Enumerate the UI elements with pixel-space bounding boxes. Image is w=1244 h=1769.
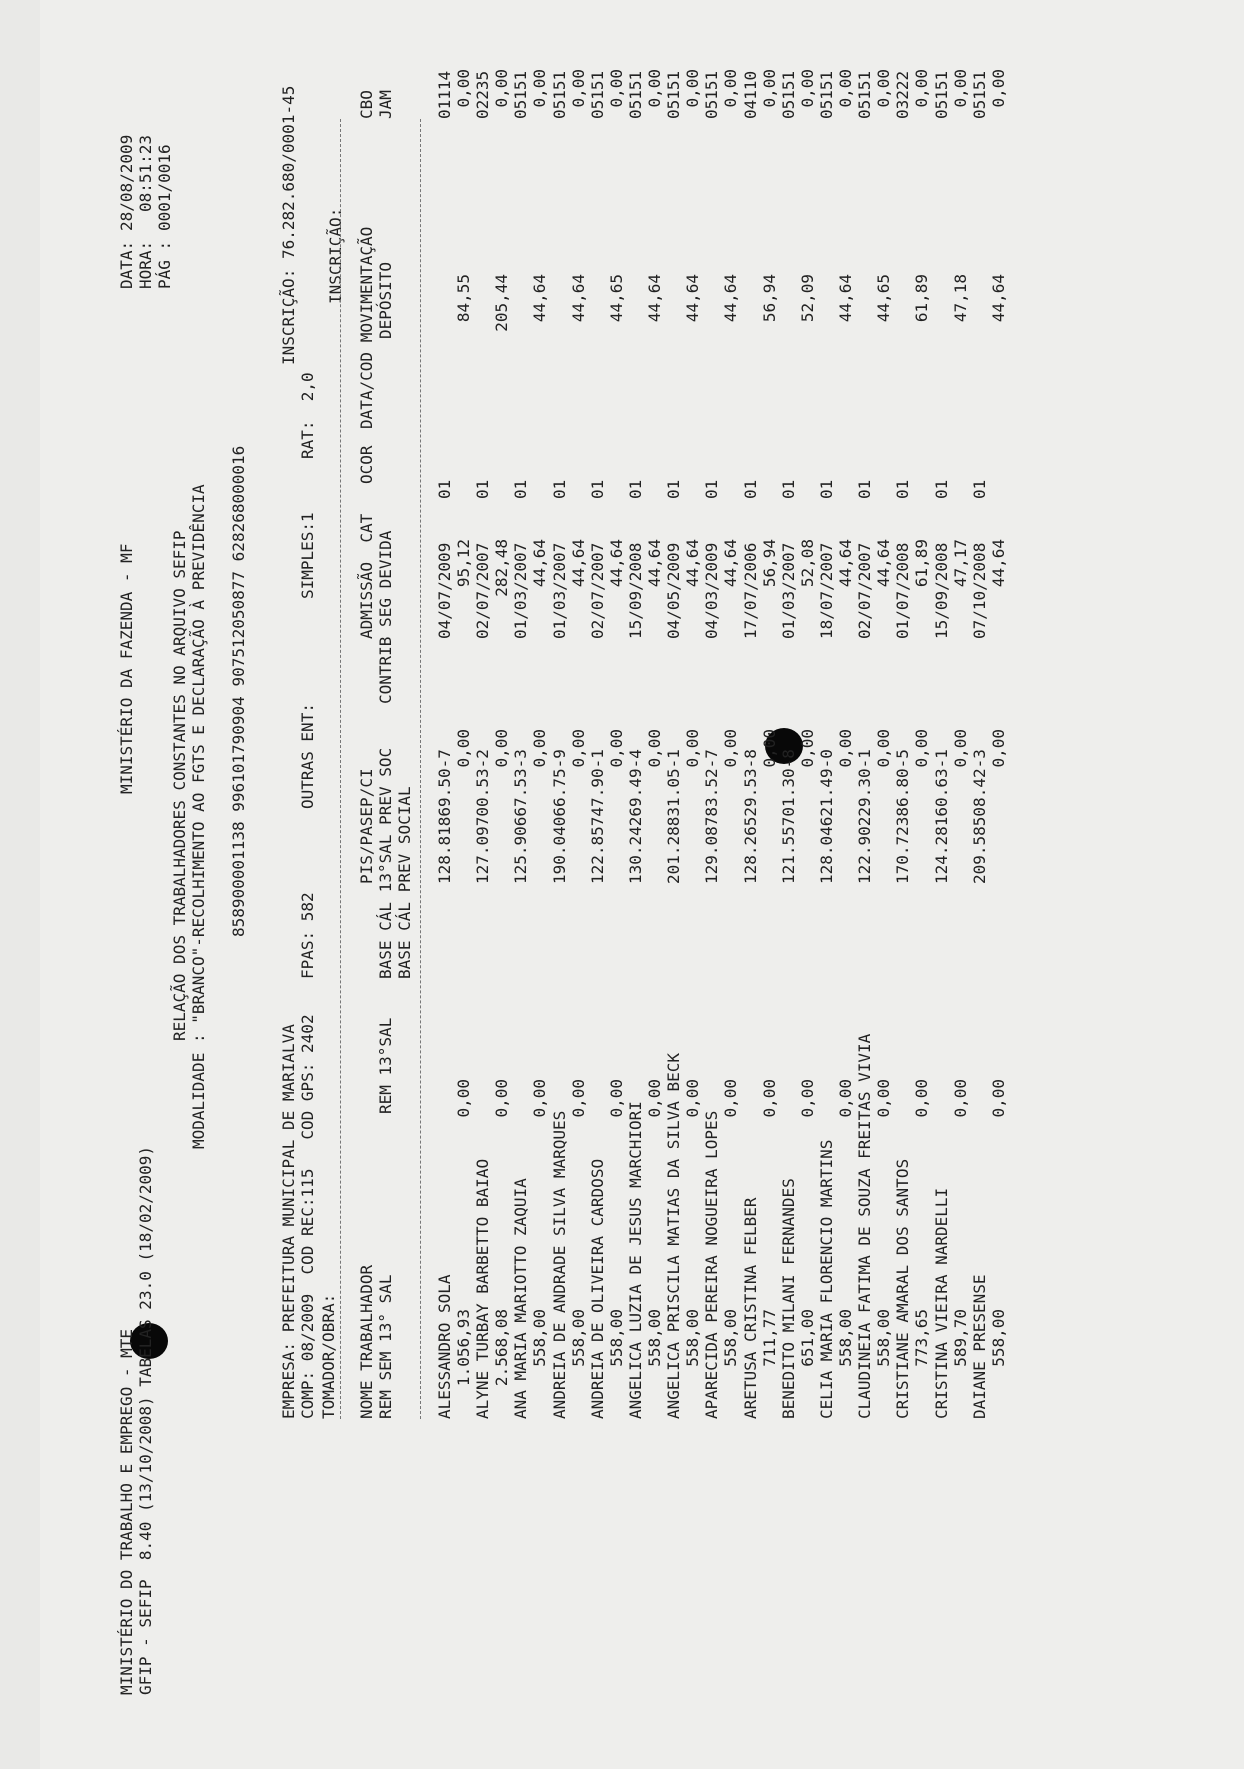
worker-jam: 0,00: [454, 69, 473, 108]
header-page-label: PÁG :: [155, 240, 174, 289]
worker-base13: 0,00: [454, 729, 473, 768]
worker-contrib: 44,64: [645, 539, 664, 588]
worker-contrib: 56,94: [759, 539, 779, 588]
worker-admissao: 02/07/2007: [855, 542, 875, 639]
worker-admissao: 01/07/2008: [893, 542, 913, 639]
worker-rem: 558,00: [530, 1309, 550, 1367]
worker-admissao: 01/03/2007: [778, 542, 798, 639]
company-outras-ent: OUTRAS ENT:: [298, 703, 317, 809]
header-page: 0001/0016: [155, 144, 174, 231]
worker-name: BENEDITO MILANI FERNANDES: [778, 1178, 798, 1419]
worker-name: ARETUSA CRISTINA FELBER: [740, 1197, 760, 1419]
worker-pis: 130.24269.49-4: [626, 749, 645, 884]
col-header-cbo: CBO: [357, 90, 376, 119]
worker-rem13: 0,00: [912, 1079, 932, 1118]
worker-cbo: 05151: [702, 70, 722, 119]
worker-rem13: 0,00: [683, 1079, 703, 1118]
table-divider: [420, 119, 421, 1419]
col-header-movimentacao: DATA/COD MOVIMENTAÇÃO: [357, 226, 376, 429]
worker-jam: 0,00: [759, 69, 779, 108]
worker-rem: 558,00: [721, 1309, 741, 1367]
worker-cat: 01: [549, 479, 569, 499]
header-divider: [340, 119, 341, 1419]
worker-rem: 711,77: [759, 1309, 779, 1367]
header-time: 08:51:23: [136, 134, 155, 212]
worker-admissao: 01/03/2007: [549, 542, 569, 639]
worker-base13: 0,00: [912, 729, 932, 768]
worker-pis: 128.04621.49-0: [817, 749, 836, 884]
worker-jam: 0,00: [797, 69, 817, 108]
worker-name: CLAUDINEIA FATIMA DE SOUZA FREITAS VIVIA: [855, 1033, 875, 1419]
header-ministry-labor: MINISTÉRIO DO TRABALHO E EMPREGO - MTE: [117, 1328, 136, 1695]
worker-pis: 124.28160.63-1: [931, 749, 951, 884]
worker-name: ANDREIA DE ANDRADE SILVA MARQUES: [549, 1110, 569, 1419]
header-time-label: HORA:: [136, 240, 155, 289]
worker-deposito: 84,55: [454, 274, 473, 323]
worker-contrib: 44,64: [721, 539, 741, 588]
worker-name: APARECIDA PEREIRA NOGUEIRA LOPES: [702, 1110, 722, 1419]
col-header-jam: JAM: [376, 90, 395, 119]
worker-pis: 129.08783.52-7: [702, 749, 722, 884]
worker-cat: 01: [855, 479, 875, 499]
worker-jam: 0,00: [988, 69, 1008, 108]
worker-base13: 0,00: [988, 729, 1008, 768]
worker-contrib: 44,64: [874, 539, 894, 588]
col-header-rem: REM SEM 13° SAL: [376, 1274, 395, 1419]
worker-cbo: 05151: [931, 70, 951, 119]
worker-rem13: 0,00: [568, 1079, 588, 1118]
worker-deposito: 44,64: [988, 274, 1008, 323]
worker-pis: 125.90667.53-3: [511, 749, 531, 884]
worker-admissao: 17/07/2006: [740, 542, 760, 639]
worker-contrib: 282,48: [492, 539, 512, 597]
worker-cat: 01: [435, 479, 454, 499]
company-comp-codes: COMP: 08/2009 COD REC:115 COD GPS: 2402: [298, 1014, 317, 1419]
worker-cbo: 01114: [435, 70, 454, 119]
worker-deposito: 205,44: [492, 274, 512, 332]
worker-name: ANGELICA LUZIA DE JESUS MARCHIORI: [626, 1101, 645, 1419]
worker-deposito: 44,64: [836, 274, 855, 323]
worker-deposito: 44,64: [645, 274, 664, 323]
worker-base13: 0,00: [721, 729, 741, 768]
worker-base13: 0,00: [836, 729, 855, 768]
barcode-digits: 858900001138 996101790904 907512050877 628268000016: [229, 445, 248, 937]
worker-deposito: 61,89: [912, 274, 932, 323]
worker-name: ANDREIA DE OLIVEIRA CARDOSO: [587, 1158, 607, 1419]
worker-base13: 0,00: [759, 729, 779, 768]
worker-base13: 0,00: [530, 729, 550, 768]
col-header-ocor: OCOR: [357, 445, 376, 484]
col-header-nome: NOME TRABALHADOR: [357, 1264, 376, 1419]
worker-name: DAIANE PRESENSE: [969, 1274, 989, 1419]
worker-cbo: 05151: [549, 70, 569, 119]
worker-jam: 0,00: [912, 69, 932, 108]
worker-cbo: 05151: [817, 70, 836, 119]
col-header-contrib: CONTRIB SEG DEVIDA: [376, 530, 395, 704]
worker-name: ALYNE TURBAY BARBETTO BAIAO: [473, 1158, 493, 1419]
worker-deposito: 44,64: [721, 274, 741, 323]
worker-pis: 209.58508.42-3: [969, 749, 989, 884]
worker-rem: 1.056,93: [454, 1309, 473, 1387]
worker-cat: 01: [664, 479, 684, 499]
worker-admissao: 04/03/2009: [702, 542, 722, 639]
worker-cbo: 05151: [855, 70, 875, 119]
worker-deposito: 47,18: [950, 274, 970, 323]
worker-cat: 01: [587, 479, 607, 499]
worker-pis: 128.81869.50-7: [435, 749, 454, 884]
company-simples: SIMPLES:1: [298, 512, 317, 599]
worker-admissao: 02/07/2007: [473, 542, 493, 639]
worker-deposito: 44,64: [568, 274, 588, 323]
worker-contrib: 44,64: [836, 539, 855, 588]
worker-deposito: 52,09: [797, 274, 817, 323]
worker-deposito: 44,65: [874, 274, 894, 323]
worker-rem: 558,00: [606, 1309, 626, 1367]
worker-rem13: 0,00: [874, 1079, 894, 1118]
company-tomador: TOMADOR/OBRA:: [319, 1293, 338, 1419]
worker-rem13: 0,00: [645, 1079, 664, 1118]
worker-jam: 0,00: [950, 69, 970, 108]
company-inscricao: INSCRIÇÃO: 76.282.680/0001-45: [279, 85, 298, 365]
worker-rem: 558,00: [568, 1309, 588, 1367]
worker-cbo: 05151: [626, 70, 645, 119]
document-page: [40, 0, 1244, 1769]
worker-pis: 121.55701.30-8: [778, 749, 798, 884]
worker-jam: 0,00: [836, 69, 855, 108]
worker-cat: 01: [817, 479, 836, 499]
col-header-pis: PIS/PASEP/CI: [357, 768, 376, 884]
worker-admissao: 02/07/2007: [587, 542, 607, 639]
worker-admissao: 04/07/2009: [435, 542, 454, 639]
worker-rem13: 0,00: [759, 1079, 779, 1118]
worker-deposito: 44,65: [606, 274, 626, 323]
worker-rem: 558,00: [874, 1309, 894, 1367]
worker-rem13: 0,00: [530, 1079, 550, 1118]
worker-rem: 558,00: [988, 1309, 1008, 1367]
worker-rem13: 0,00: [836, 1079, 855, 1118]
worker-cat: 01: [511, 479, 531, 499]
worker-admissao: 07/10/2008: [969, 542, 989, 639]
worker-deposito: 44,64: [683, 274, 703, 323]
worker-base13: 0,00: [606, 729, 626, 768]
worker-pis: 201.28831.05-1: [664, 749, 684, 884]
worker-base13: 0,00: [797, 729, 817, 768]
worker-rem: 558,00: [645, 1309, 664, 1367]
worker-rem: 558,00: [836, 1309, 855, 1367]
worker-contrib: 44,64: [530, 539, 550, 588]
worker-cat: 01: [778, 479, 798, 499]
worker-jam: 0,00: [606, 69, 626, 108]
worker-cbo: 04110: [740, 70, 760, 119]
worker-name: CRISTINA VIEIRA NARDELLI: [931, 1187, 951, 1419]
worker-name: ANA MARIA MARIOTTO ZAQUIA: [511, 1178, 531, 1419]
worker-jam: 0,00: [874, 69, 894, 108]
worker-jam: 0,00: [721, 69, 741, 108]
worker-name: CELIA MARIA FLORENCIO MARTINS: [817, 1139, 836, 1419]
col-header-rem13: REM 13°SAL: [376, 1017, 395, 1114]
worker-contrib: 44,64: [988, 539, 1008, 588]
worker-contrib: 44,64: [683, 539, 703, 588]
worker-name: ALESSANDRO SOLA: [435, 1274, 454, 1419]
worker-deposito: 44,64: [530, 274, 550, 323]
worker-deposito: 56,94: [759, 274, 779, 323]
worker-name: ANGELICA PRISCILA MATIAS DA SILVA BECK: [664, 1052, 684, 1419]
worker-base13: 0,00: [950, 729, 970, 768]
worker-rem: 2.568,08: [492, 1309, 512, 1387]
worker-contrib: 44,64: [606, 539, 626, 588]
worker-admissao: 15/09/2008: [626, 542, 645, 639]
worker-rem: 589,70: [950, 1309, 970, 1367]
worker-jam: 0,00: [492, 69, 512, 108]
worker-admissao: 15/09/2008: [931, 542, 951, 639]
worker-cat: 01: [740, 479, 760, 499]
worker-cat: 01: [969, 479, 989, 499]
worker-rem: 558,00: [683, 1309, 703, 1367]
worker-rem13: 0,00: [988, 1079, 1008, 1118]
worker-contrib: 52,08: [797, 539, 817, 588]
col-header-base13: BASE CÁL 13°SAL PREV SOC: [376, 747, 395, 979]
header-ministry-finance: MINISTÉRIO DA FAZENDA - MF: [117, 543, 136, 794]
worker-base13: 0,00: [683, 729, 703, 768]
worker-cbo: 05151: [664, 70, 684, 119]
worker-cbo: 05151: [778, 70, 798, 119]
worker-pis: 127.09700.53-2: [473, 749, 493, 884]
worker-contrib: 61,89: [912, 539, 932, 588]
worker-contrib: 47,17: [950, 539, 970, 588]
worker-base13: 0,00: [645, 729, 664, 768]
worker-cat: 01: [626, 479, 645, 499]
worker-rem: 651,00: [797, 1309, 817, 1367]
worker-cbo: 03222: [893, 70, 913, 119]
report-title: RELAÇÃO DOS TRABALHADORES CONSTANTES NO ARQUIVO SEFIP: [170, 530, 189, 1041]
company-name: EMPRESA: PREFEITURA MUNICIPAL DE MARIALVA: [279, 1024, 298, 1419]
worker-cbo: 05151: [969, 70, 989, 119]
worker-rem13: 0,00: [492, 1079, 512, 1118]
col-header-admissao: ADMISSÃO CAT: [357, 513, 376, 639]
company-rat: RAT: 2,0: [298, 372, 317, 459]
worker-base13: 0,00: [492, 729, 512, 768]
worker-jam: 0,00: [645, 69, 664, 108]
report-modality: MODALIDADE : "BRANCO"-RECOLHIMENTO AO FGTS E DECLARAÇÃO À PREVIDÊNCIA: [189, 484, 208, 1149]
worker-cat: 01: [702, 479, 722, 499]
worker-cat: 01: [893, 479, 913, 499]
worker-admissao: 01/03/2007: [511, 542, 531, 639]
worker-pis: 170.72386.80-5: [893, 749, 913, 884]
worker-pis: 190.04066.75-9: [549, 749, 569, 884]
worker-rem: 773,65: [912, 1309, 932, 1367]
worker-cat: 01: [931, 479, 951, 499]
worker-cbo: 05151: [587, 70, 607, 119]
col-header-deposito: DEPÓSITO: [376, 261, 395, 339]
worker-cat: 01: [473, 479, 493, 499]
worker-pis: 122.85747.90-1: [587, 749, 607, 884]
worker-jam: 0,00: [683, 69, 703, 108]
worker-cbo: 02235: [473, 70, 493, 119]
header-date: 28/08/2009: [117, 134, 136, 231]
header-date-label: DATA:: [117, 240, 136, 289]
company-fpas: FPAS: 582: [298, 892, 317, 979]
company-inscricao-tomador: INSCRIÇÃO:: [326, 207, 345, 304]
worker-admissao: 04/05/2009: [664, 542, 684, 639]
worker-rem13: 0,00: [721, 1079, 741, 1118]
worker-contrib: 95,12: [454, 539, 473, 588]
worker-base13: 0,00: [874, 729, 894, 768]
worker-pis: 122.90229.30-1: [855, 749, 875, 884]
worker-admissao: 18/07/2007: [817, 542, 836, 639]
worker-rem13: 0,00: [950, 1079, 970, 1118]
worker-rem13: 0,00: [797, 1079, 817, 1118]
worker-pis: 128.26529.53-8: [740, 749, 760, 884]
worker-jam: 0,00: [568, 69, 588, 108]
worker-contrib: 44,64: [568, 539, 588, 588]
worker-rem13: 0,00: [454, 1079, 473, 1118]
worker-rem13: 0,00: [606, 1079, 626, 1118]
worker-jam: 0,00: [530, 69, 550, 108]
worker-cbo: 05151: [511, 70, 531, 119]
worker-name: CRISTIANE AMARAL DOS SANTOS: [893, 1158, 913, 1419]
header-gfip-version: GFIP - SEFIP 8.40 (13/10/2008) TABELAS 23.0 (18/02/2009): [136, 1145, 155, 1695]
worker-base13: 0,00: [568, 729, 588, 768]
col-header-base-prev: BASE CÁL PREV SOCIAL: [395, 786, 414, 979]
